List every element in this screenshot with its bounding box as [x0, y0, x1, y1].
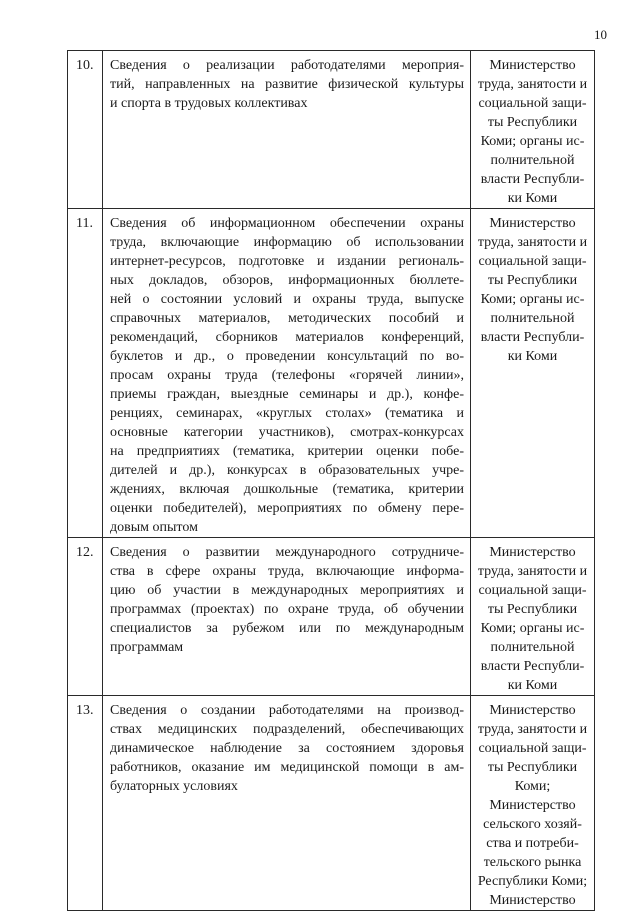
responsible-line: полнительной	[490, 640, 575, 655]
description-line: оценки победителей), мероприятиях по обмену пере-	[110, 501, 464, 516]
responsible-line: ки Коми	[507, 678, 558, 693]
description-line: буклетов и др., о проведении консультаций по во-	[110, 349, 464, 364]
description-line: ных докладов, обзоров, информационных бюллете-	[110, 273, 464, 288]
responsible-line: труда, занятости и	[477, 722, 588, 737]
responsible-line: Коми; органы ис-	[480, 134, 585, 149]
row-responsible	[471, 696, 595, 911]
page-number: 10	[594, 27, 607, 42]
responsible-line: социальной защи-	[478, 583, 587, 598]
responsible-line: ты Республики	[487, 602, 578, 617]
responsible-line: ты Республики	[487, 760, 578, 775]
responsible-line: полнительной	[490, 311, 575, 326]
table-row	[68, 696, 595, 911]
description-line: Сведения об информационном обеспечении охраны	[110, 216, 464, 231]
row-description	[103, 538, 471, 696]
responsible-line: власти Республи-	[480, 659, 585, 674]
description-line: просам охраны труда (телефоны «горячей линии»,	[110, 368, 464, 383]
description-line: Сведения о реализации работодателями мероприя-	[110, 58, 464, 73]
responsible-line: ки Коми	[507, 349, 558, 364]
description-line: приемы граждан, выездные семинары и др.), конфе-	[110, 387, 464, 402]
description-line: программам	[110, 640, 184, 655]
responsible-line: ства и потреби-	[486, 836, 579, 851]
responsible-line: полнительной	[490, 153, 575, 168]
responsible-line: социальной защи-	[478, 741, 587, 756]
row-responsible	[471, 209, 595, 538]
responsible-line: труда, занятости и	[477, 564, 588, 579]
row-number: 10.	[68, 51, 103, 209]
description-line: на предприятиях (тематика, критерии оценки побе-	[110, 444, 464, 459]
description-line: ждениях, включая дошкольные (тематика, критерии	[110, 482, 464, 497]
responsible-line: Республики Коми;	[477, 874, 588, 889]
description-line: основные категории участников), смотрах-конкурсах	[110, 425, 464, 440]
description-line: специалистов за рубежом или по международным	[110, 621, 464, 636]
description-line: динамическое наблюдение за состоянием здоровья	[110, 741, 464, 756]
description-line: цию об участии в международных мероприятиях и	[110, 583, 464, 598]
responsible-line: Министерство	[489, 58, 576, 73]
description-line: справочных материалов, методических пособий и	[110, 311, 464, 326]
description-line: тий, направленных на развитие физической культуры	[110, 77, 464, 92]
description-line: ства в сфере охраны труда, включающие информа-	[110, 564, 464, 579]
row-number: 12.	[68, 538, 103, 696]
responsible-line: Коми;	[514, 779, 551, 794]
row-responsible	[471, 51, 595, 209]
responsible-line: труда, занятости и	[477, 235, 588, 250]
description-line: труда, включающие информацию об использовании	[110, 235, 464, 250]
responsible-line: Коми; органы ис-	[480, 621, 585, 636]
description-line: ренциях, семинарах, «круглых столах» (тематика и	[110, 406, 464, 421]
description-line: ней о состоянии условий и охраны труда, выпуске	[110, 292, 464, 307]
responsible-line: ты Республики	[487, 273, 578, 288]
description-line: Сведения о создании работодателями на производ-	[110, 703, 464, 718]
responsible-line: Министерство	[489, 703, 576, 718]
row-responsible	[471, 538, 595, 696]
description-line: дителей и др.), конкурсах в образовательных учре-	[110, 463, 464, 478]
row-description	[103, 51, 471, 209]
table-row	[68, 538, 595, 696]
responsible-line: тельского рынка	[483, 855, 582, 870]
description-line: программах (проектах) по охране труда, об обучении	[110, 602, 464, 617]
row-number: 13.	[68, 696, 103, 911]
row-number: 11.	[68, 209, 103, 538]
table-row	[68, 209, 595, 538]
description-line: Сведения о развитии международного сотрудниче-	[110, 545, 464, 560]
description-line: работников, оказание им медицинской помощи в ам-	[110, 760, 464, 775]
description-line: булаторных условиях	[110, 779, 238, 794]
description-line: и спорта в трудовых коллективах	[110, 96, 308, 111]
report-table	[67, 50, 595, 911]
responsible-line: сельского хозяй-	[483, 817, 582, 832]
responsible-line: Министерство	[489, 216, 576, 231]
table-row	[68, 51, 595, 209]
description-line: рекомендаций, сборников материалов конференций,	[110, 330, 464, 345]
responsible-line: труда, занятости и	[477, 77, 588, 92]
responsible-line: ки Коми	[507, 191, 558, 206]
responsible-line: социальной защи-	[478, 96, 587, 111]
responsible-line: Коми; органы ис-	[480, 292, 585, 307]
table-body	[68, 51, 595, 911]
responsible-line: социальной защи-	[478, 254, 587, 269]
responsible-line: Министерство	[489, 545, 576, 560]
description-line: ствах медицинских подразделений, обеспечивающих	[110, 722, 464, 737]
responsible-line: власти Республи-	[480, 330, 585, 345]
responsible-line: ты Республики	[487, 115, 578, 130]
responsible-line: Министерство	[489, 798, 576, 813]
responsible-line: Министерство	[489, 893, 576, 908]
description-line: довым опытом	[110, 520, 198, 535]
responsible-line: власти Республи-	[480, 172, 585, 187]
row-description	[103, 209, 471, 538]
row-description	[103, 696, 471, 911]
description-line: интернет-ресурсов, подготовке и издании региональ-	[110, 254, 464, 269]
